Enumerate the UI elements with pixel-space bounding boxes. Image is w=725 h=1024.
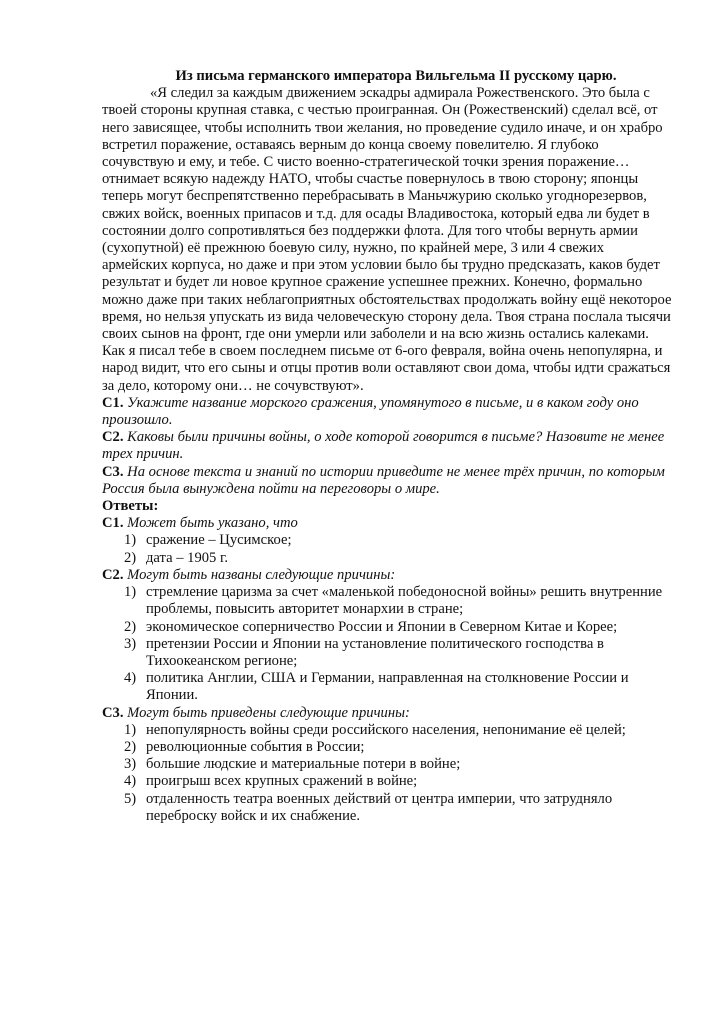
list-item-text: экономическое соперничество России и Японии в Северном Китае и Корее; [146,618,618,635]
answer-intro: Могут быть приведены следующие причины: [127,704,410,721]
list-item-number: 1) [124,584,137,601]
answer-c1-heading [102,515,672,532]
question-label: С3. [102,463,124,480]
answer-c3-list [102,722,672,825]
list-item-number: 1) [124,532,137,549]
list-item-number: 5) [124,790,137,807]
list-item-text: дата – 1905 г. [146,549,228,566]
list-item-number: 4) [124,670,137,687]
letter-text: «Я следил за каждым движением эскадры адмирала Рожественского. Это была с твоей стороны крупная ставка, с честью проигранная. Он (Рожественский) сделал всё, от него зависящее, чтобы исполнить твои желания, но проведение судило иначе, и он храбро встретил поражение, оставаясь верным до конца своему повелителю. Я глубоко сочувствую и ему, и тебе. С чисто военно-стратегической точки зрения поражение… отнимает всякую надежду НАТО, чтобы счастье повернулось в твою сторону; японцы теперь могут беспрепятственно перебрасывать в Маньчжурию сколько угоднорезервов, свжих войск, военных припасов и т.д. для осады Владивостока, который едва ли будет в состоянии долго сопротивляться без поддержки флота. Для того чтобы вернуть армии (сухопутной) её прежнюю боевую силу, нужно, по крайней мере, 3 или 4 свежих армейских корпуса, но даже и при этом условии было бы трудно предсказать, каков будет результат и будет ли новое крупное сражение успешнее прежних. Конечно, формально можно даже при таких неблагоприятных обстоятельствах продолжать войну ещё некоторое время, но нельзя упускать из вида человеческую сторону дела. Твоя страна послала тысячи своих сынов на фронт, где они умерли или заболели и на всю жизнь остались калеками. Как я писал тебе в своем последнем письме от 6-ого февраля, война очень непопулярна, и народ видит, что его сыны и отцы против воли оставляют свои дома, чтобы идти сражаться за дело, которому они… не сочувствуют». [102,85,672,394]
document-page [102,68,672,825]
list-item [102,550,672,567]
list-item-text: сражение – Цусимское; [146,532,292,549]
list-item-number: 3) [124,635,137,652]
list-item [102,670,672,704]
question-text: Укажите название морского сражения, упомянутого в письме, и в каком году оно произошло. [102,394,639,429]
list-item [102,584,672,618]
answers-heading: Ответы: [102,498,159,515]
list-item [102,636,672,670]
question-c1 [102,395,672,429]
list-item [102,773,672,790]
answer-c1-list [102,532,672,566]
question-c3 [102,464,672,498]
list-item [102,756,672,773]
list-item-text: большие людские и материальные потери в войне; [146,756,461,773]
answer-c2-list [102,584,672,704]
question-text: На основе текста и знаний по истории приведите не менее трёх причин, по которым Россия была вынуждена пойти на переговоры о мире. [102,463,665,497]
list-item [102,619,672,636]
list-item [102,739,672,756]
list-item-number: 2) [124,618,137,635]
list-item-number: 1) [124,721,137,738]
answer-label: С2. [102,566,124,583]
question-text: Каковы были причины войны, о ходе которой говорится в письме? Назовите не менее трех причин. [102,429,665,463]
list-item-text: стремление царизма за счет «маленькой победоносной войны» решить внутренние проблемы, повысить авторитет монархии в стране; [146,584,663,618]
list-item-number: 4) [124,773,137,790]
list-item [102,791,672,825]
answer-c3-heading [102,705,672,722]
answer-c2-heading [102,567,672,584]
list-item-text: проигрыш всех крупных сражений в войне; [146,773,418,790]
answer-intro: Могут быть названы следующие причины: [127,566,396,583]
question-label: С2. [102,429,124,446]
question-c2 [102,429,672,463]
question-label: С1. [102,394,124,411]
list-item-text: революционные события в России; [146,738,365,755]
list-item [102,532,672,549]
document-title: Из письма германского императора Вильгельма II русскому царю. [175,68,617,84]
answer-intro: Может быть указано, что [127,515,298,532]
list-item-text: претензии России и Японии на установление политического господства в Тихоокеанском регионе; [146,635,604,669]
list-item-text: политика Англии, США и Германии, направленная на столкновение России и Японии. [146,670,629,704]
list-item-number: 2) [124,738,137,755]
list-item-text: непопулярность войны среди российского населения, непонимание её целей; [146,721,626,738]
answer-label: С3. [102,704,124,721]
list-item-number: 3) [124,756,137,773]
answer-label: С1. [102,515,124,532]
list-item [102,722,672,739]
list-item-text: отдаленность театра военных действий от центра империи, что затрудняло переброску войск и их снабжение. [146,790,613,824]
list-item-number: 2) [124,549,137,566]
